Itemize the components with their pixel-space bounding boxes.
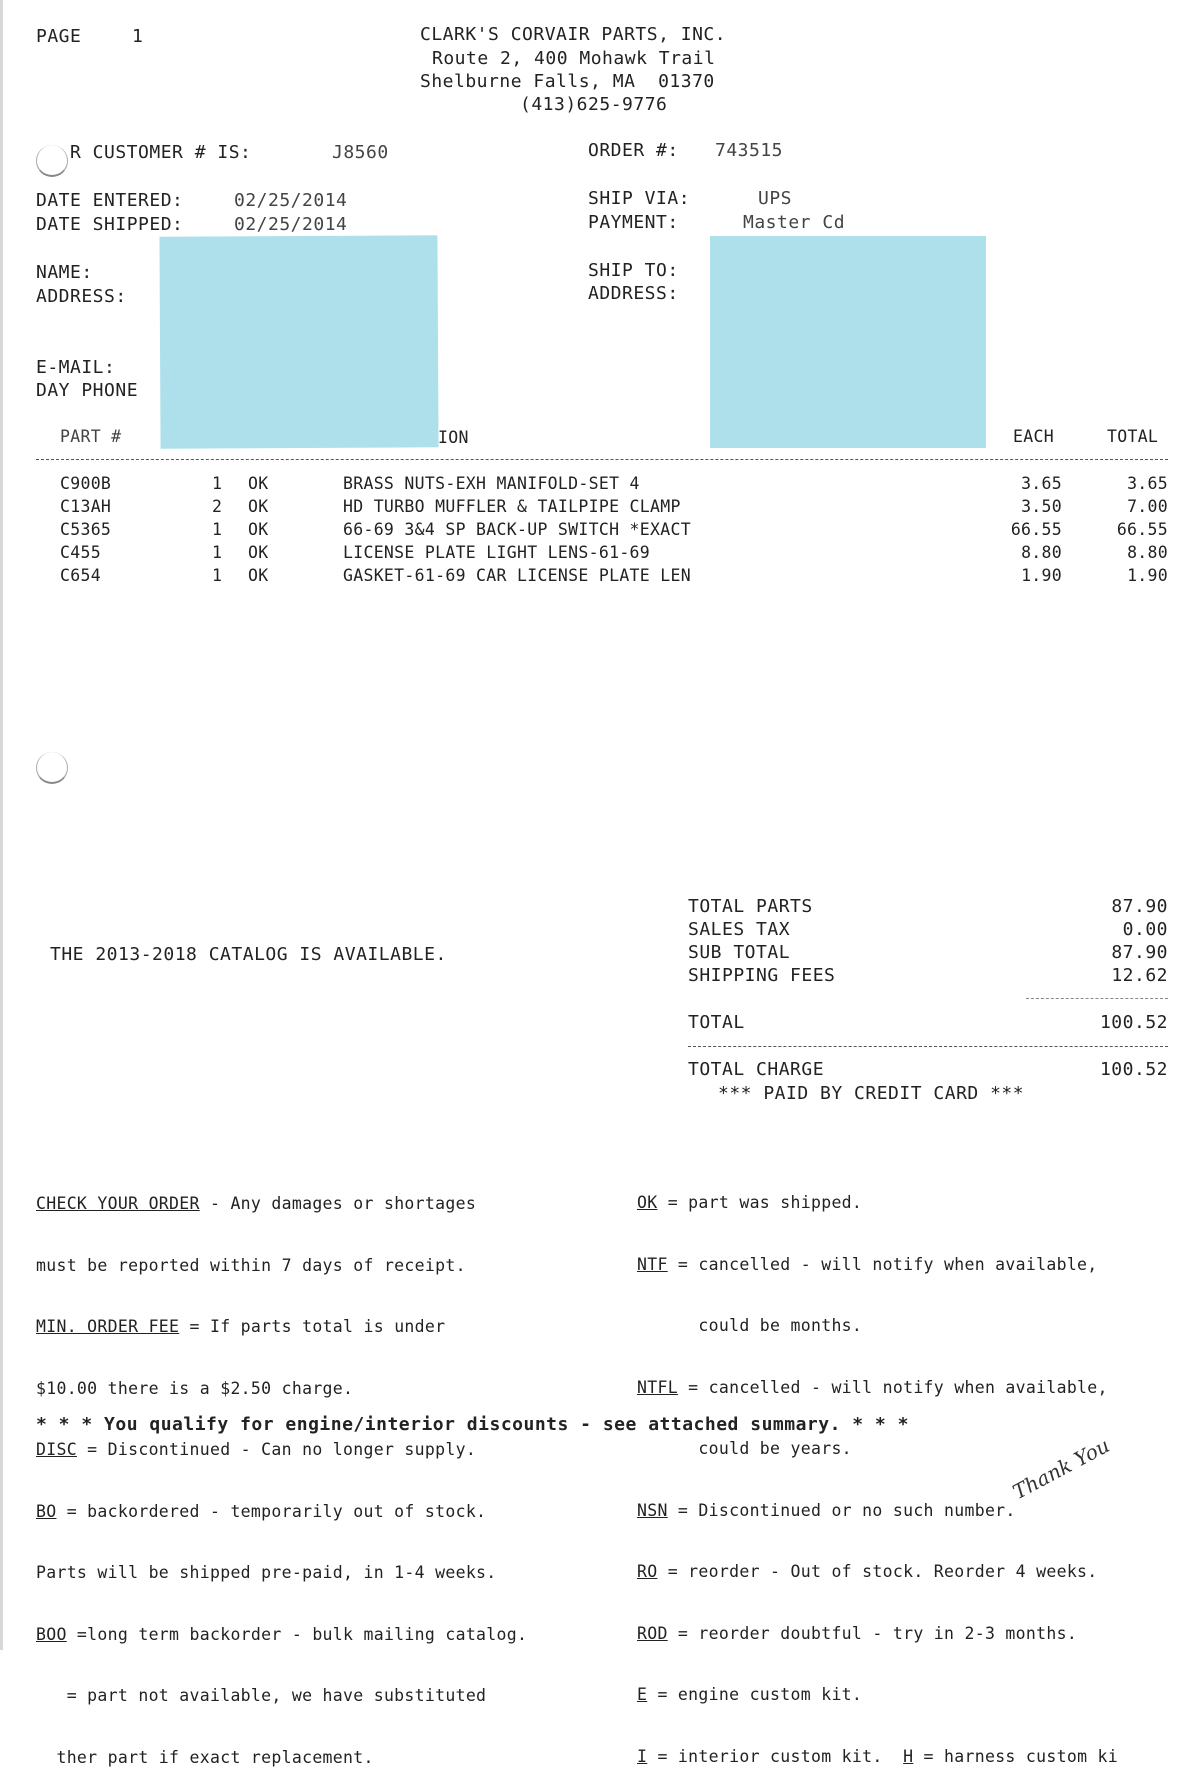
legend-text: = reorder doubtful - try in 2-3 months.: [667, 1623, 1078, 1643]
legend-line: [36, 1440, 527, 1464]
discount-note: * * * You qualify for engine/interior discounts - see attached summary. * * *: [36, 1414, 909, 1435]
unit-price: 1.90: [1021, 566, 1062, 585]
legend-key: NTFL: [637, 1377, 678, 1397]
legend-key: DISC: [36, 1440, 77, 1459]
part-number: C900B: [60, 474, 112, 493]
table-row: [0, 543, 1200, 566]
redaction-ship-to: [710, 236, 986, 448]
legend-line: [36, 1317, 527, 1341]
legend-key: CHECK YOUR ORDER: [36, 1194, 200, 1213]
part-number: C5365: [60, 520, 112, 539]
ship-via-label: SHIP VIA:: [588, 188, 691, 209]
legend-key: MIN. ORDER FEE: [36, 1317, 180, 1336]
table-row: [0, 566, 1200, 589]
legend-line: [637, 1193, 1118, 1217]
unit-price: 3.50: [1021, 497, 1062, 516]
catalog-note: THE 2013-2018 CATALOG IS AVAILABLE.: [50, 944, 447, 965]
punch-hole-top: [36, 145, 68, 177]
legend-line: [637, 1439, 1118, 1463]
date-shipped-label: DATE SHIPPED:: [36, 214, 184, 235]
legend-key: I: [637, 1746, 648, 1766]
legend-key: NSN: [637, 1500, 668, 1520]
quantity: 1: [212, 543, 223, 562]
line-total: 7.00: [1127, 497, 1168, 516]
total-parts-value: 87.90: [1111, 896, 1168, 917]
name-label: NAME:: [36, 262, 93, 283]
legend-text: = part was shipped.: [657, 1193, 863, 1212]
ship-to-label: SHIP TO:: [588, 260, 679, 281]
total-row: [688, 1012, 1168, 1036]
header-description: ION: [438, 428, 469, 447]
sales-tax-label: SALES TAX: [688, 919, 791, 940]
company-phone: (413)625-9776: [520, 94, 668, 115]
legend-text: ther part if exact replacement.: [36, 1747, 374, 1767]
legend-key: OK: [637, 1193, 658, 1212]
status: OK: [248, 566, 269, 585]
header-total: TOTAL: [1107, 427, 1159, 446]
quantity: 1: [212, 520, 223, 539]
legend-line: [36, 1625, 527, 1649]
legend-text: = cancelled - will notify when available,: [677, 1377, 1108, 1397]
payment-label: PAYMENT:: [588, 212, 679, 233]
legend-text: = Discontinued or no such number.: [667, 1500, 1016, 1520]
legend-text: Parts will be shipped pre-paid, in 1-4 weeks.: [36, 1563, 497, 1582]
total-rule: [688, 1046, 1168, 1047]
legend-text: =long term backorder - bulk mailing catalog.: [66, 1624, 528, 1644]
page-number: 1: [132, 26, 144, 47]
legend-text: = interior custom kit.: [647, 1746, 904, 1766]
ship-address-label: ADDRESS:: [588, 283, 679, 304]
paid-note: *** PAID BY CREDIT CARD ***: [718, 1083, 1025, 1104]
line-total: 66.55: [1116, 520, 1168, 539]
customer-number: J8560: [332, 142, 389, 163]
unit-price: 8.80: [1021, 543, 1062, 562]
ship-via: UPS: [758, 188, 793, 209]
legend-text: could be months.: [637, 1316, 863, 1335]
date-shipped: 02/25/2014: [234, 214, 348, 235]
shipping-fees-row: [688, 965, 1168, 989]
legend-line: [637, 1316, 1118, 1340]
status: OK: [248, 474, 269, 493]
line-total: 3.65: [1127, 474, 1168, 493]
total-parts-label: TOTAL PARTS: [688, 896, 813, 917]
legend-line: [637, 1255, 1118, 1279]
total-charge-value: 100.52: [1099, 1059, 1168, 1080]
legend-line: [637, 1501, 1118, 1525]
legend-line: [36, 1686, 527, 1710]
line-total: 8.80: [1127, 543, 1168, 562]
legend-text: = part not available, we have substituted: [36, 1686, 487, 1705]
quantity: 2: [212, 497, 223, 516]
legend-key: BOO: [36, 1624, 67, 1644]
table-row: [0, 474, 1200, 497]
table-row: [0, 520, 1200, 543]
date-entered-label: DATE ENTERED:: [36, 190, 184, 211]
sales-tax-row: [688, 919, 1168, 943]
legend-key: H: [903, 1746, 914, 1766]
legend-key: ROD: [637, 1623, 668, 1643]
total-value: 100.52: [1099, 1012, 1168, 1033]
legend-line: [36, 1194, 527, 1218]
sales-tax-value: 0.00: [1122, 919, 1168, 940]
address-label: ADDRESS:: [36, 286, 127, 307]
legend-key: RO: [637, 1562, 658, 1581]
sub-total-row: [688, 942, 1168, 966]
legend-line: [637, 1685, 1118, 1709]
legend-key: NTF: [637, 1254, 668, 1274]
description: HD TURBO MUFFLER & TAILPIPE CLAMP: [343, 497, 681, 516]
table-divider: [36, 459, 1168, 460]
description: 66-69 3&4 SP BACK-UP SWITCH *EXACT: [343, 520, 691, 539]
unit-price: 3.65: [1021, 474, 1062, 493]
legend-line: [36, 1256, 527, 1280]
part-number: C654: [60, 566, 101, 585]
legend-text: could be years.: [637, 1439, 852, 1458]
status: OK: [248, 497, 269, 516]
page-left-edge: [0, 0, 3, 1650]
status-legend-left: [36, 1156, 527, 1790]
payment-method: Master Cd: [743, 212, 846, 233]
legend-line: [637, 1624, 1118, 1648]
page-label: PAGE: [36, 26, 82, 47]
part-number: C455: [60, 543, 101, 562]
legend-text: = engine custom kit.: [647, 1685, 863, 1704]
line-total: 1.90: [1127, 566, 1168, 585]
sub-total-value: 87.90: [1111, 942, 1168, 963]
legend-text: = backordered - temporarily out of stock.: [56, 1501, 487, 1521]
status: OK: [248, 543, 269, 562]
punch-hole-middle: [36, 752, 68, 784]
description: BRASS NUTS-EXH MANIFOLD-SET 4: [343, 474, 640, 493]
legend-line: [36, 1379, 527, 1403]
legend-line: [36, 1563, 527, 1587]
handwritten-thank-you: Thank You: [1008, 1433, 1114, 1504]
date-entered: 02/25/2014: [234, 190, 348, 211]
legend-text: = Discontinued - Can no longer supply.: [76, 1440, 477, 1459]
legend-text: = cancelled - will notify when available,: [667, 1254, 1098, 1274]
total-label: TOTAL: [688, 1012, 745, 1033]
quantity: 1: [212, 474, 223, 493]
description: LICENSE PLATE LIGHT LENS-61-69: [343, 543, 651, 562]
email-label: E-MAIL:: [36, 357, 116, 378]
order-number: 743515: [715, 140, 784, 161]
company-address1: Route 2, 400 Mohawk Trail: [432, 48, 716, 69]
customer-number-label: R CUSTOMER # IS:: [70, 142, 252, 163]
legend-line: [637, 1378, 1118, 1402]
part-number: C13AH: [60, 497, 112, 516]
table-row: [0, 497, 1200, 520]
shipping-fees-value: 12.62: [1111, 965, 1168, 986]
legend-line: [637, 1747, 1118, 1771]
legend-text: $10.00 there is a $2.50 charge.: [36, 1378, 354, 1398]
description: GASKET-61-69 CAR LICENSE PLATE LEN: [343, 566, 691, 585]
legend-line: [637, 1562, 1118, 1586]
quantity: 1: [212, 566, 223, 585]
company-name: CLARK'S CORVAIR PARTS, INC.: [420, 24, 727, 45]
status: OK: [248, 520, 269, 539]
legend-text: - Any damages or shortages: [199, 1194, 477, 1213]
legend-text: must be reported within 7 days of receipt.: [36, 1255, 466, 1275]
legend-text: = reorder - Out of stock. Reorder 4 weeks.: [657, 1562, 1098, 1581]
legend-text: = harness custom ki: [913, 1746, 1119, 1766]
header-part: PART #: [60, 427, 122, 446]
redaction-customer: [159, 235, 438, 448]
subtotal-rule: [1026, 998, 1168, 999]
day-phone-label: DAY PHONE: [36, 380, 139, 401]
company-address2: Shelburne Falls, MA 01370: [420, 71, 715, 92]
total-charge-row: [688, 1059, 1168, 1083]
header-each: EACH: [1013, 427, 1054, 446]
legend-line: [36, 1748, 527, 1772]
legend-key: BO: [36, 1501, 57, 1521]
order-number-label: ORDER #:: [588, 140, 679, 161]
total-charge-label: TOTAL CHARGE: [688, 1059, 825, 1080]
sub-total-label: SUB TOTAL: [688, 942, 791, 963]
legend-text: = If parts total is under: [179, 1317, 446, 1336]
total-parts-row: [688, 896, 1168, 920]
unit-price: 66.55: [1010, 520, 1062, 539]
legend-key: E: [637, 1685, 648, 1704]
legend-line: [36, 1502, 527, 1526]
shipping-fees-label: SHIPPING FEES: [688, 965, 836, 986]
